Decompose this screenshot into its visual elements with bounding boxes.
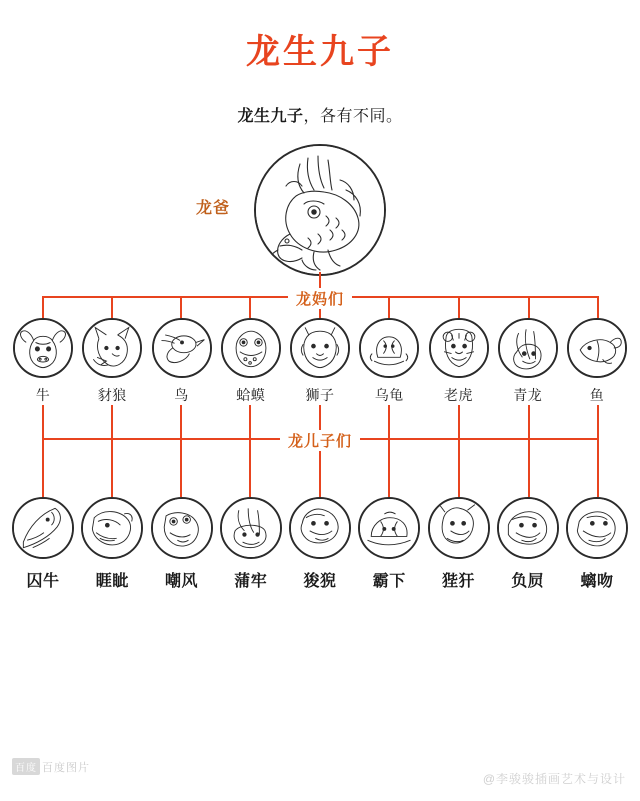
baxia-icon[interactable] xyxy=(358,497,420,559)
drop-mother-9 xyxy=(597,296,599,318)
page-subtitle xyxy=(0,103,640,126)
connector-mothers xyxy=(0,288,640,318)
mother-label-3: 鸟 xyxy=(174,387,189,404)
mother-label-4: 蛤蟆 xyxy=(236,387,266,404)
riser-mother-3 xyxy=(180,405,182,439)
drop-mother-1 xyxy=(42,296,44,318)
drop-mother-4 xyxy=(249,296,251,318)
riser-mother-2 xyxy=(111,405,113,439)
son-node-3[interactable] xyxy=(151,497,213,591)
mother-node-1[interactable] xyxy=(12,318,74,405)
mother-label-7: 老虎 xyxy=(444,387,473,404)
mother-node-9[interactable] xyxy=(566,318,628,405)
drop-son-4 xyxy=(249,438,251,497)
father-label: 龙爸 xyxy=(196,200,231,218)
riser-mother-8 xyxy=(528,405,530,439)
mothers-band-label: 龙妈们 xyxy=(288,288,352,309)
fish-icon[interactable] xyxy=(567,318,627,378)
riser-mother-7 xyxy=(458,405,460,439)
son-node-1[interactable] xyxy=(12,497,74,591)
son-label-8: 负屃 xyxy=(511,573,545,591)
suanni-icon[interactable] xyxy=(289,497,351,559)
subtitle-bold: 龙生九子 xyxy=(237,108,304,126)
watermark-baidu-badge: 百度 xyxy=(12,758,40,775)
son-label-1: 囚牛 xyxy=(26,573,60,591)
mother-label-9: 鱼 xyxy=(589,387,605,404)
connector-sons xyxy=(0,405,640,497)
sons-band-label: 龙儿子们 xyxy=(280,430,360,451)
mother-node-3[interactable] xyxy=(151,318,213,405)
son-label-4: 蒲牢 xyxy=(234,573,268,591)
chaofeng-icon[interactable] xyxy=(151,497,213,559)
son-node-4[interactable] xyxy=(220,497,282,591)
drop-mother-6 xyxy=(388,296,390,318)
drop-mother-2 xyxy=(111,296,113,318)
mother-label-8: 青龙 xyxy=(513,387,543,404)
bian-icon[interactable] xyxy=(428,497,490,559)
drop-son-7 xyxy=(458,438,460,497)
page-title: 龙生九子 xyxy=(246,33,394,71)
toad-icon[interactable] xyxy=(221,318,281,378)
son-label-9: 螭吻 xyxy=(580,573,614,591)
drop-son-1 xyxy=(42,438,44,497)
drop-mother-3 xyxy=(180,296,182,318)
qiuniu-icon[interactable] xyxy=(12,497,74,559)
riser-mother-6 xyxy=(388,405,390,439)
son-node-6[interactable] xyxy=(358,497,420,591)
azure-dragon-icon[interactable] xyxy=(498,318,558,378)
watermark-author: @李骏骏插画艺术与设计 xyxy=(482,772,626,786)
son-node-8[interactable] xyxy=(497,497,559,591)
drop-mother-7 xyxy=(458,296,460,318)
son-label-6: 霸下 xyxy=(372,573,406,591)
drop-son-2 xyxy=(111,438,113,497)
drop-son-9 xyxy=(597,438,599,497)
son-label-7: 狴犴 xyxy=(441,573,475,591)
riser-mother-4 xyxy=(249,405,251,439)
jackal-head-icon[interactable] xyxy=(82,318,142,378)
mother-label-5: 狮子 xyxy=(305,387,335,404)
mother-node-5[interactable] xyxy=(289,318,351,405)
mother-node-8[interactable] xyxy=(497,318,559,405)
riser-mother-9 xyxy=(597,405,599,439)
mother-node-6[interactable] xyxy=(358,318,420,405)
yazi-icon[interactable] xyxy=(81,497,143,559)
dragon-head-icon xyxy=(256,146,384,274)
drop-mother-8 xyxy=(528,296,530,318)
drop-son-8 xyxy=(528,438,530,497)
son-node-5[interactable] xyxy=(289,497,351,591)
fuxi-icon[interactable] xyxy=(497,497,559,559)
son-label-2: 睚眦 xyxy=(95,573,129,591)
drop-son-6 xyxy=(388,438,390,497)
mother-node-7[interactable] xyxy=(428,318,490,405)
pulao-icon[interactable] xyxy=(220,497,282,559)
drop-son-3 xyxy=(180,438,182,497)
father-zone xyxy=(0,138,640,288)
bird-icon[interactable] xyxy=(152,318,212,378)
mother-node-4[interactable] xyxy=(220,318,282,405)
turtle-icon[interactable] xyxy=(359,318,419,378)
sons-row xyxy=(0,497,640,591)
subtitle-rest: ，各有不同。 xyxy=(303,108,403,126)
mother-label-2: 豺狼 xyxy=(97,387,127,404)
son-node-7[interactable] xyxy=(428,497,490,591)
son-label-3: 嘲风 xyxy=(164,573,198,591)
son-label-5: 狻猊 xyxy=(303,573,337,591)
mother-label-1: 牛 xyxy=(35,387,51,404)
son-node-2[interactable] xyxy=(81,497,143,591)
ox-head-icon[interactable] xyxy=(13,318,73,378)
mothers-row xyxy=(0,318,640,405)
son-node-9[interactable] xyxy=(566,497,628,591)
chiwen-icon[interactable] xyxy=(566,497,628,559)
watermark-baidu-text: 百度图片 xyxy=(42,762,90,774)
mother-label-6: 乌龟 xyxy=(374,387,404,404)
tiger-head-icon[interactable] xyxy=(429,318,489,378)
father-portrait[interactable] xyxy=(254,144,386,276)
mother-node-2[interactable] xyxy=(81,318,143,405)
riser-mother-1 xyxy=(42,405,44,439)
lion-head-icon[interactable] xyxy=(290,318,350,378)
